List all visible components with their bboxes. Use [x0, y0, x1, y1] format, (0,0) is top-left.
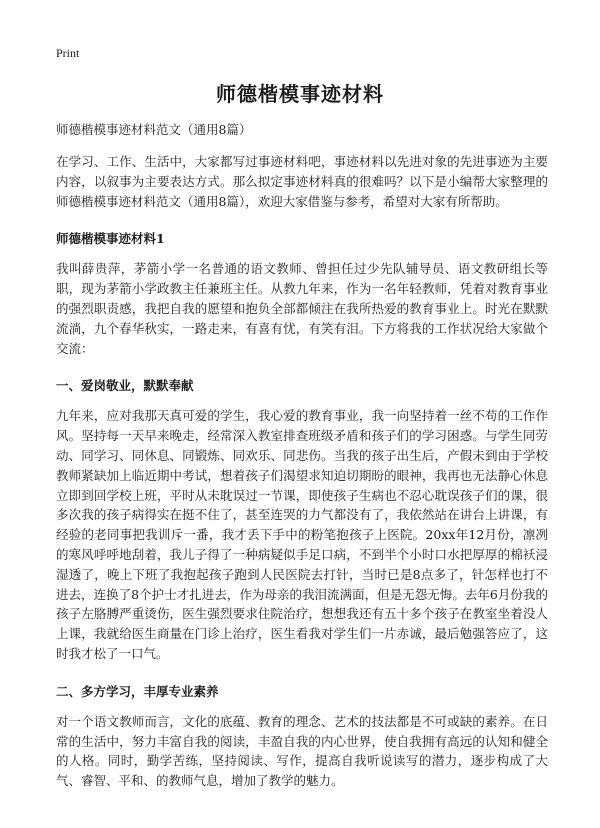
section-paragraph-professional-study: 对一个语文教师而言，文化的底蕴、教育的理念、艺术的技法都是不可或缺的素养。在日常的生活中，努力丰富自我的阅读，丰盈自我的内心世界，使自我拥有高远的认知和健全的人格。同时，勤学苦练，坚持阅读、写作，提高自我听说读写的潜力，逐步构成了大气、睿智、平和、的教师气息，增加了教学的魅力。 [56, 713, 548, 789]
page-title: 师德楷模事迹材料 [216, 82, 384, 106]
document-body [56, 120, 548, 803]
section-heading-professional-study: 二、多方学习，丰厚专业素养 [56, 683, 219, 699]
section-heading-dedication: 一、爱岗敬业，默默奉献 [56, 378, 194, 394]
print-link[interactable]: Print [56, 46, 80, 60]
intro-paragraph: 在学习、工作、生活中，大家都写过事迹材料吧，事迹材料以先进对象的先进事迹为主要内容，以叙事为主要表达方式。那么拟定事迹材料真的很难吗？以下是小编帮大家整理的师德楷模事迹材料范文（通用8篇），欢迎大家借鉴与参考，希望对大家有所帮助。 [56, 154, 548, 209]
document-subtitle: 师德楷模事迹材料范文（通用8篇） [56, 122, 252, 137]
section-paragraph-material-1: 我叫薛贵萍，茅箭小学一名普通的语文教师、曾担任过少先队辅导员、语文教研组长等职，现为茅箭小学政教主任兼班主任。从教九年来，作为一名年轻教师，凭着对教育事业的强烈职责感，我把自我的愿望和抱负全部都倾注在我所热爱的教育事业上。时光在默默流淌，九个春华秋实，一路走来，有喜有忧，有笑有泪。下方将我的工作状况给大家做个交流： [56, 261, 548, 356]
section-heading-material-1: 师德楷模事迹材料1 [56, 231, 165, 247]
section-paragraph-dedication: 九年来，应对我那天真可爱的学生，我心爱的教育事业，我一向坚持着一丝不苟的工作作风。坚持每一天早来晚走，经常深入教室排查班级矛盾和孩子们的学习困惑。与学生同劳动、同学习、同休息、同锻炼、同欢乐、同悲伤。当我的孩子出生后，产假未到由于学校教师紧缺加上临近期中考试，想着孩子们渴望求知迫切期盼的眼神，我再也无法静心休息立即到回学校上班，平时从未耽误过一节课，即使孩子生病也不忍心耽误孩子们的课，很多次我的孩子病得实在挺不住了，甚至连哭的力气都没有了，我依然站在讲台上讲课，有经验的老同事把我训斥一番，我才丢下手中的粉笔抱孩子上医院。20xx年12月份，凛冽的寒风呼呼地刮着，我儿子得了一种病疑似手足口病，不到半个小时口水把厚厚的棉袄浸湿透了，晚上下班了我抱起孩子跑到人民医院去打针，当时已是8点多了，针怎样也打不进去，连换了8个护士才扎进去，作为母亲的我泪流满面，但是无怨无悔。去年6月份我的孩子左胳膊严重烫伤，医生强烈要求住院治疗，想想我还有五十多个孩子在教室坐着没人上课，我就给医生商量在门诊上治疗，医生看我对学生们一片赤诚，最后勉强答应了，这时我才松了一口气。 [56, 408, 548, 661]
